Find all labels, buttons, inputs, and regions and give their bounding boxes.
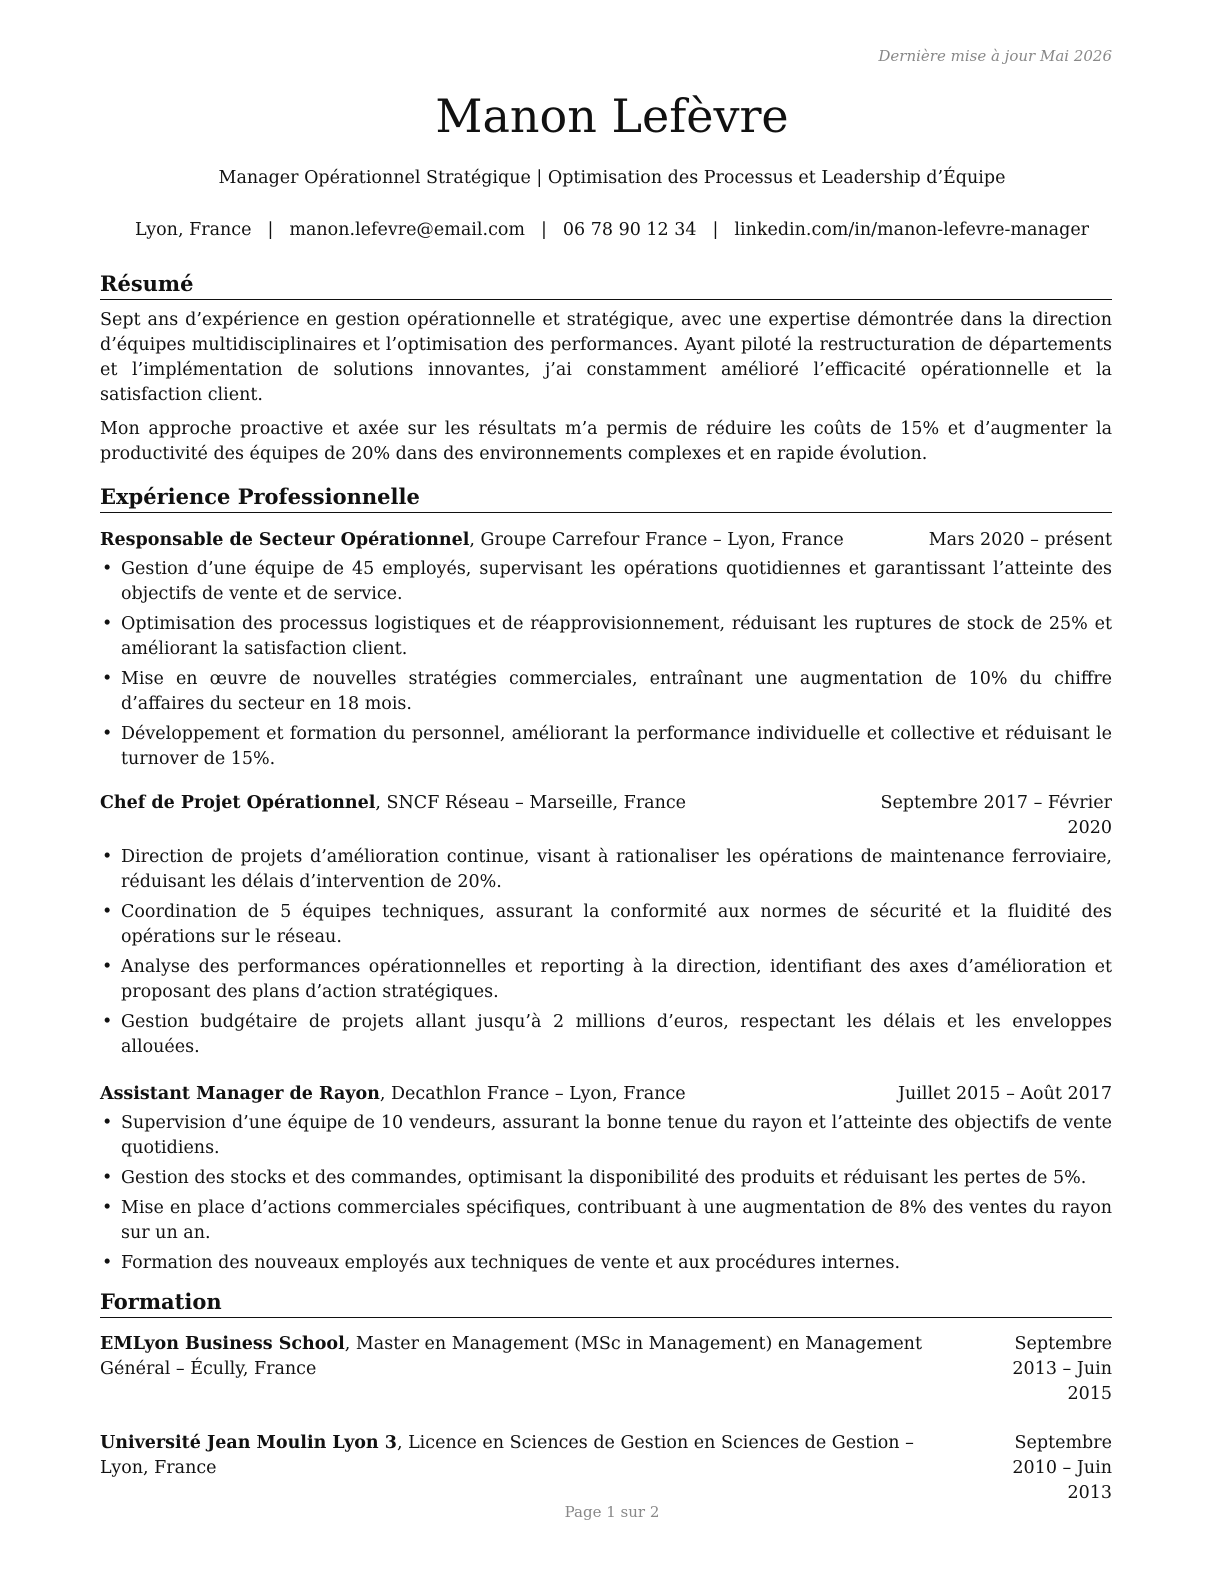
job-bullets <box>100 845 1112 1060</box>
job-dates: Mars 2020 – présent <box>928 530 1112 550</box>
job-org: , SNCF Réseau – Marseille, France <box>375 793 687 813</box>
education-dates: Septembre 2010 – Juin 2013 <box>1012 1433 1112 1503</box>
job-bullet: • Gestion d’une équipe de 45 employés, supervisant les opérations quotidiennes et garantissant l’atteinte des objectifs de vente et de service. <box>100 557 1112 607</box>
job-dates: Septembre 2017 – Février 2020 <box>880 793 1112 838</box>
contact-separator: | <box>267 220 274 240</box>
job-entry <box>100 791 1112 1060</box>
contact-email[interactable]: manon.lefevre@email.com <box>289 220 525 240</box>
education-detail: , Master en Management (MSc in Management) en Management Général – Écully, France <box>100 1334 922 1379</box>
job-bullet: • Gestion des stocks et des commandes, optimisant la disponibilité des produits et réduisant les pertes de 5%. <box>100 1166 1112 1191</box>
job-header <box>100 791 1112 841</box>
job-bullet: • Coordination de 5 équipes techniques, assurant la conformité aux normes de sécurité et la fluidité des opérations sur le réseau. <box>100 900 1112 950</box>
contact-linkedin[interactable]: linkedin.com/in/manon-lefevre-manager <box>734 220 1090 240</box>
contact-phone: 06 78 90 12 34 <box>562 220 697 240</box>
job-role: Chef de Projet Opérationnel <box>100 793 376 813</box>
section-title-experience: Expérience Professionnelle <box>100 483 1112 513</box>
experience-section <box>100 483 1112 1276</box>
resume-content <box>100 270 1112 1506</box>
job-role: Responsable de Secteur Opérationnel <box>100 530 470 550</box>
tagline: Manager Opérationnel Stratégique | Optimisation des Processus et Leadership d’Équipe <box>218 168 1006 188</box>
job-bullet: • Développement et formation du personnel, améliorant la performance individuelle et collective et réduisant le turnover de 15%. <box>100 722 1112 772</box>
job-dates: Juillet 2015 – Août 2017 <box>897 1084 1112 1104</box>
contact-line <box>0 218 1224 243</box>
job-org: , Decathlon France – Lyon, France <box>379 1084 686 1104</box>
section-title-summary: Résumé <box>100 270 1112 300</box>
job-bullet: • Mise en place d’actions commerciales spécifiques, contribuant à une augmentation de 8% des ventes du rayon sur un an. <box>100 1196 1112 1246</box>
job-bullet: • Optimisation des processus logistiques et de réapprovisionnement, réduisant les ruptures de stock de 25% et améliorant la satisfaction client. <box>100 612 1112 662</box>
education-school: Université Jean Moulin Lyon 3 <box>100 1433 397 1453</box>
education-entry <box>100 1431 1112 1506</box>
job-bullet: • Mise en œuvre de nouvelles stratégies commerciales, entraînant une augmentation de 10% du chiffre d’affaires du secteur en 18 mois. <box>100 667 1112 717</box>
job-role: Assistant Manager de Rayon <box>100 1084 380 1104</box>
candidate-name: Manon Lefèvre <box>435 89 789 143</box>
job-bullet: • Formation des nouveaux employés aux techniques de vente et aux procédures internes. <box>100 1251 1112 1276</box>
job-bullet: • Supervision d’une équipe de 10 vendeurs, assurant la bonne tenue du rayon et l’atteinte des objectifs de vente quotidiens. <box>100 1111 1112 1161</box>
job-bullet: • Analyse des performances opérationnelles et reporting à la direction, identifiant des axes d’amélioration et proposant des plans d’action stratégiques. <box>100 955 1112 1005</box>
section-title-education: Formation <box>100 1288 1112 1318</box>
education-detail: , Licence en Sciences de Gestion en Sciences de Gestion – Lyon, France <box>100 1433 914 1478</box>
education-school: EMLyon Business School <box>100 1334 345 1354</box>
last-updated: Dernière mise à jour Mai 2026 <box>878 47 1112 65</box>
contact-separator: | <box>712 220 719 240</box>
job-entry <box>100 1082 1112 1276</box>
education-dates: Septembre 2013 – Juin 2015 <box>1012 1334 1112 1404</box>
summary-paragraph: Sept ans d’expérience en gestion opérationnelle et stratégique, avec une expertise démontrée dans la direction d’équipes multidisciplinaires et l’optimisation des performances. Ayant piloté la restructuration de départements et l’implémentation de solutions innovantes, j’ai constamment amélioré l’efficacité opérationnelle et la satisfaction client. <box>100 310 1112 405</box>
job-entry <box>100 528 1112 772</box>
job-bullet: • Gestion budgétaire de projets allant jusqu’à 2 millions d’euros, respectant les délais et les enveloppes allouées. <box>100 1010 1112 1060</box>
page-number: Page 1 sur 2 <box>564 1503 660 1521</box>
job-bullets <box>100 557 1112 772</box>
job-org: , Groupe Carrefour France – Lyon, France <box>469 530 844 550</box>
job-header <box>100 528 1112 553</box>
job-bullets <box>100 1111 1112 1276</box>
contact-location: Lyon, France <box>134 220 252 240</box>
job-bullet: • Direction de projets d’amélioration continue, visant à rationaliser les opérations de maintenance ferroviaire, réduisant les délais d’intervention de 20%. <box>100 845 1112 895</box>
contact-separator: | <box>541 220 547 240</box>
education-entry <box>100 1332 1112 1407</box>
summary-section <box>100 270 1112 467</box>
summary-paragraph: Mon approche proactive et axée sur les résultats m’a permis de réduire les coûts de 15% et d’augmenter la productivité des équipes de 20% dans des environnements complexes et en rapide évolution. <box>100 419 1112 464</box>
job-header <box>100 1082 1112 1107</box>
education-section <box>100 1288 1112 1506</box>
